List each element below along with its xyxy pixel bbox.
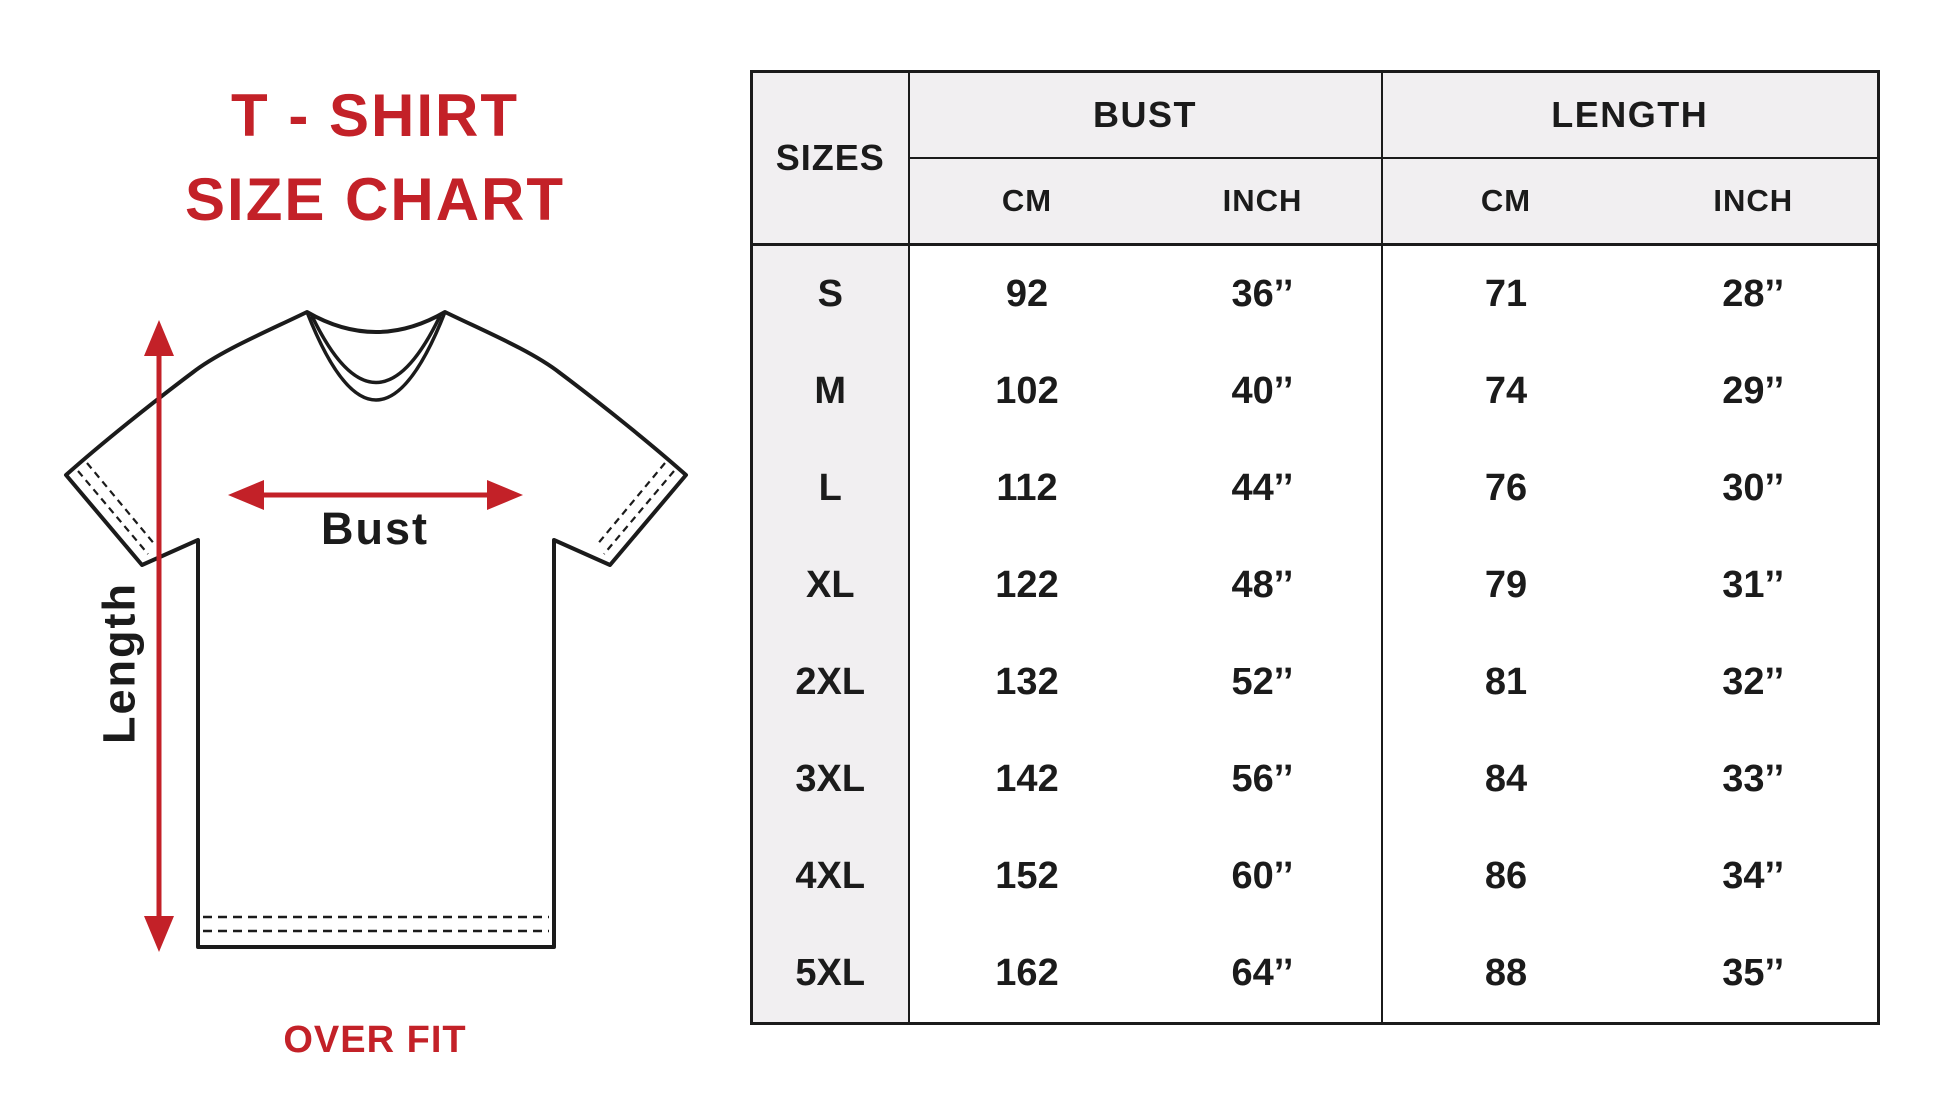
sizes-column-header: SIZES — [752, 72, 909, 245]
bust-cm-value: 122 — [995, 564, 1059, 606]
bust-inch-header: INCH — [1145, 158, 1382, 245]
length-cm-header: CM — [1382, 158, 1630, 245]
length-inch-value: 32’’ — [1722, 661, 1785, 703]
length-inch-value: 29’’ — [1722, 370, 1785, 412]
bust-inch-value: 52’’ — [1145, 634, 1382, 731]
length-inch-value: 28’’ — [1722, 273, 1785, 315]
bust-cm-value: 152 — [995, 855, 1059, 897]
bust-inch-value: 36’’ — [1145, 245, 1382, 344]
table-row — [752, 440, 1879, 537]
size-label: 2XL — [752, 634, 909, 731]
bust-cm-value: 142 — [995, 758, 1059, 800]
length-cm-value: 81 — [1484, 661, 1528, 703]
page-title-line1: T - SHIRT — [231, 82, 519, 149]
size-table — [750, 70, 1880, 1025]
length-cm-value: 79 — [1484, 564, 1528, 606]
length-inch-value: 34’’ — [1722, 855, 1785, 897]
length-inch-value: 31’’ — [1722, 564, 1785, 606]
table-row — [752, 925, 1879, 1024]
length-cm-value: 84 — [1484, 758, 1528, 800]
size-label: 4XL — [752, 828, 909, 925]
table-row — [752, 828, 1879, 925]
table-header-row-groups — [752, 72, 1879, 159]
bust-inch-value: 48’’ — [1145, 537, 1382, 634]
bust-inch-value: 44’’ — [1145, 440, 1382, 537]
table-header-row-units — [752, 158, 1879, 245]
bust-cm-value: 92 — [1005, 273, 1049, 315]
page-title-line2: SIZE CHART — [185, 166, 565, 233]
table-row — [752, 537, 1879, 634]
length-inch-value: 30’’ — [1722, 467, 1785, 509]
size-label: 3XL — [752, 731, 909, 828]
size-label: S — [752, 245, 909, 344]
length-cm-value: 76 — [1484, 467, 1528, 509]
tshirt-diagram — [40, 245, 720, 1005]
length-inch-value: 33’’ — [1722, 758, 1785, 800]
length-cm-value: 86 — [1484, 855, 1528, 897]
bust-cm-value: 102 — [995, 370, 1059, 412]
bust-cm-value: 112 — [996, 467, 1058, 509]
length-inch-header: INCH — [1630, 158, 1879, 245]
length-cm-value: 71 — [1484, 273, 1528, 315]
bust-cm-value: 162 — [995, 952, 1059, 994]
size-label: M — [752, 343, 909, 440]
size-label: L — [752, 440, 909, 537]
length-group-header: LENGTH — [1382, 72, 1879, 159]
table-row — [752, 634, 1879, 731]
page-title — [0, 74, 750, 242]
bust-cm-value: 132 — [995, 661, 1059, 703]
table-row — [752, 731, 1879, 828]
length-inch-value: 35’’ — [1722, 952, 1785, 994]
length-label: Length — [93, 582, 145, 744]
bust-inch-value: 64’’ — [1145, 925, 1382, 1024]
bust-inch-value: 60’’ — [1145, 828, 1382, 925]
bust-inch-value: 56’’ — [1145, 731, 1382, 828]
bust-label: Bust — [321, 503, 429, 554]
bust-group-header: BUST — [909, 72, 1382, 159]
size-label: XL — [752, 537, 909, 634]
length-cm-value: 88 — [1484, 952, 1528, 994]
length-cm-value: 74 — [1484, 370, 1528, 412]
table-row — [752, 245, 1879, 344]
bust-inch-value: 40’’ — [1145, 343, 1382, 440]
bust-cm-header: CM — [909, 158, 1145, 245]
table-row — [752, 343, 1879, 440]
size-label: 5XL — [752, 925, 909, 1024]
fit-type-label: OVER FIT — [283, 1019, 467, 1061]
